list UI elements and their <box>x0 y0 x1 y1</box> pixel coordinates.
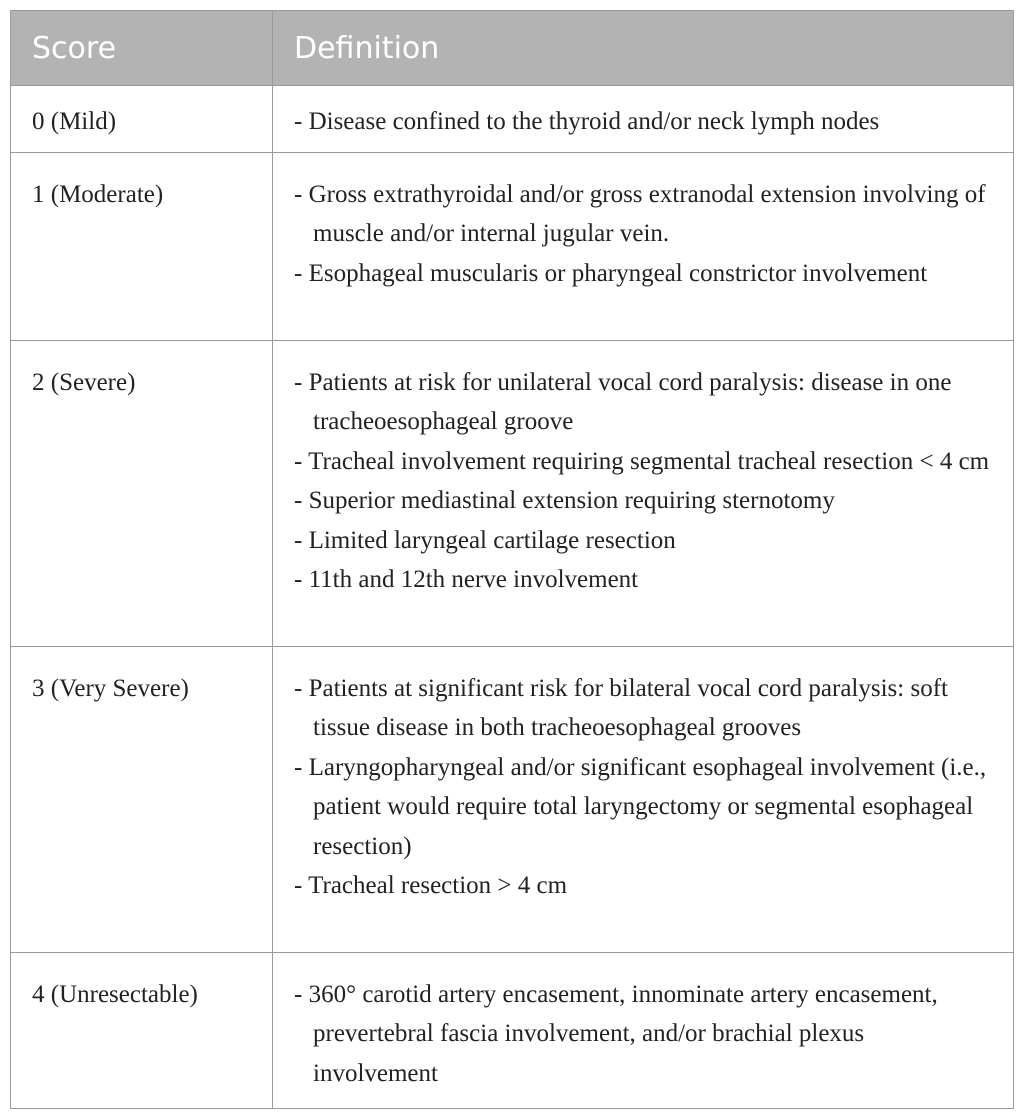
definition-list <box>294 669 993 906</box>
definition-item: - 11th and 12th nerve involvement <box>294 566 639 593</box>
header-score: Score <box>11 11 273 86</box>
score-definition-table <box>10 10 1014 1109</box>
definition-item: - Tracheal involvement requiring segmental tracheal resection < 4 cm <box>294 447 990 475</box>
table-header <box>11 11 1014 86</box>
definition-item: - Superior mediastinal extension requiring sternotomy <box>294 487 835 514</box>
definition-item: - Disease confined to the thyroid and/or neck lymph nodes <box>294 108 880 135</box>
definition-item: - Patients at significant risk for bilateral vocal cord paralysis: soft tissue disease in both tracheoesophageal grooves <box>294 674 948 741</box>
score-cell: 2 (Severe) <box>11 340 273 646</box>
definition-list <box>294 363 993 600</box>
score-cell: 1 (Moderate) <box>11 152 273 340</box>
definition-cell <box>273 86 1014 153</box>
table-row <box>11 152 1014 340</box>
definition-list <box>294 175 993 294</box>
definition-item: - Laryngopharyngeal and/or significant esophageal involvement (i.e., patient would require total laryngectomy or segmental esophageal resection) <box>294 753 987 860</box>
score-cell: 3 (Very Severe) <box>11 646 273 952</box>
definition-list <box>294 975 993 1094</box>
definition-cell <box>273 646 1014 952</box>
definition-item: - Gross extrathyroidal and/or gross extranodal extension involving of muscle and/or internal jugular vein. <box>294 180 986 247</box>
definition-item: - 360° carotid artery encasement, innominate artery encasement, prevertebral fascia involvement, and/or brachial plexus involvement <box>294 980 938 1087</box>
definition-item: - Esophageal muscularis or pharyngeal constrictor involvement <box>294 259 928 287</box>
definition-item: - Tracheal resection > 4 cm <box>294 872 568 899</box>
definition-item: - Limited laryngeal cartilage resection <box>294 526 676 554</box>
table-row <box>11 646 1014 952</box>
score-cell: 4 (Unresectable) <box>11 952 273 1109</box>
header-row <box>11 11 1014 86</box>
definition-cell <box>273 340 1014 646</box>
definition-item: - Patients at risk for unilateral vocal cord paralysis: disease in one tracheoesophageal groove <box>294 368 952 435</box>
table-row <box>11 340 1014 646</box>
header-definition: Definition <box>273 11 1014 86</box>
definition-cell <box>273 952 1014 1109</box>
score-cell: 0 (Mild) <box>11 86 273 153</box>
table-row <box>11 86 1014 153</box>
table-row <box>11 952 1014 1109</box>
definition-list <box>294 102 993 142</box>
score-table-container <box>10 10 1013 1109</box>
definition-cell <box>273 152 1014 340</box>
table-body <box>11 86 1014 1109</box>
